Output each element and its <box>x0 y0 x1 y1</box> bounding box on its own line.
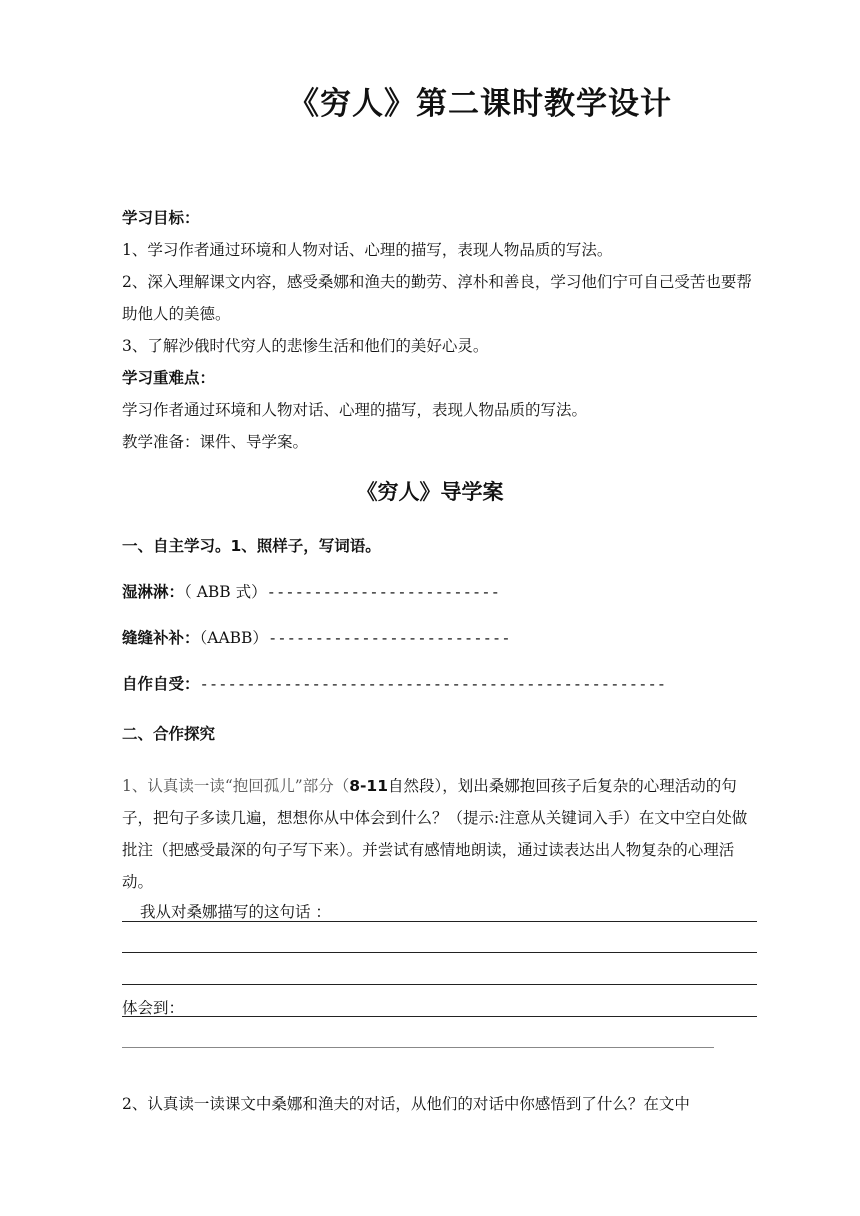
objectives-heading: 学习目标： <box>122 209 200 227</box>
objective-item: 3、了解沙俄时代穷人的悲惨生活和他们的美好心灵。 <box>122 337 489 355</box>
word-pattern: （AABB） <box>199 629 268 647</box>
feel-label: 体会到： <box>122 999 185 1017</box>
objective-item: 2、深入理解课文内容，感受桑娜和渔夫的勤劳、淳朴和善良，学习他们宁可自己受苦也要帮助他人的美德。 <box>122 273 752 323</box>
answer-line[interactable] <box>122 984 757 985</box>
key-points-text: 学习作者通过环境和人物对话、心理的描写，表现人物品质的写法。 <box>122 401 588 419</box>
answer-line[interactable] <box>122 1016 757 1017</box>
page-title: 《穷人》第二课时教学设计 <box>288 86 672 122</box>
word-row-2 <box>122 622 511 654</box>
objective-item: 1、学习作者通过环境和人物对话、心理的描写，表现人物品质的写法。 <box>122 241 613 259</box>
paragraph-range: 8-11 <box>349 777 389 795</box>
answer-line[interactable] <box>122 1047 714 1048</box>
answer-blank[interactable]: -------------------------------------------------- <box>199 675 667 693</box>
section1-heading: 一、自主学习。1、照样子，写词语。 <box>122 537 381 555</box>
answer-line[interactable] <box>122 952 757 953</box>
answer-blank[interactable]: -------------------------- <box>267 629 511 647</box>
word-row-3 <box>122 668 666 700</box>
word-pattern: （ ABB 式） <box>184 583 267 601</box>
fill-label: 我从对桑娜描写的这句话 ： <box>140 903 331 921</box>
word-example: 缝缝补补： <box>122 629 200 647</box>
word-row-1 <box>122 576 500 608</box>
word-example: 自作自受： <box>122 675 200 693</box>
guide-title: 《穷人》导学案 <box>356 480 504 504</box>
question-1-text: 自然段），划出桑娜抱回孩子后复杂的心理活动的句子，把句子多读几遍，想想你从中体会到什么？（提示:注意从关键词入手）在文中空白处做批注（把感受最深的句子写下来）。并尝试有感情地朗读，通过读表达出人物复杂的心理活动。 <box>122 777 748 891</box>
answer-line[interactable] <box>122 921 757 922</box>
answer-blank[interactable]: ------------------------- <box>266 583 500 601</box>
word-example: 湿淋淋： <box>122 583 185 601</box>
preparation-text: 教学准备：课件、导学案。 <box>122 433 309 451</box>
section2-heading: 二、合作探究 <box>122 725 216 743</box>
question-1 <box>122 770 762 898</box>
question-1-prefix: 1、认真读一读“抱回孤儿”部分（ <box>122 777 350 795</box>
question-2: 2、认真读一读课文中桑娜和渔夫的对话，从他们的对话中你感悟到了什么？在文中 <box>122 1095 690 1113</box>
key-points-heading: 学习重难点： <box>122 369 216 387</box>
